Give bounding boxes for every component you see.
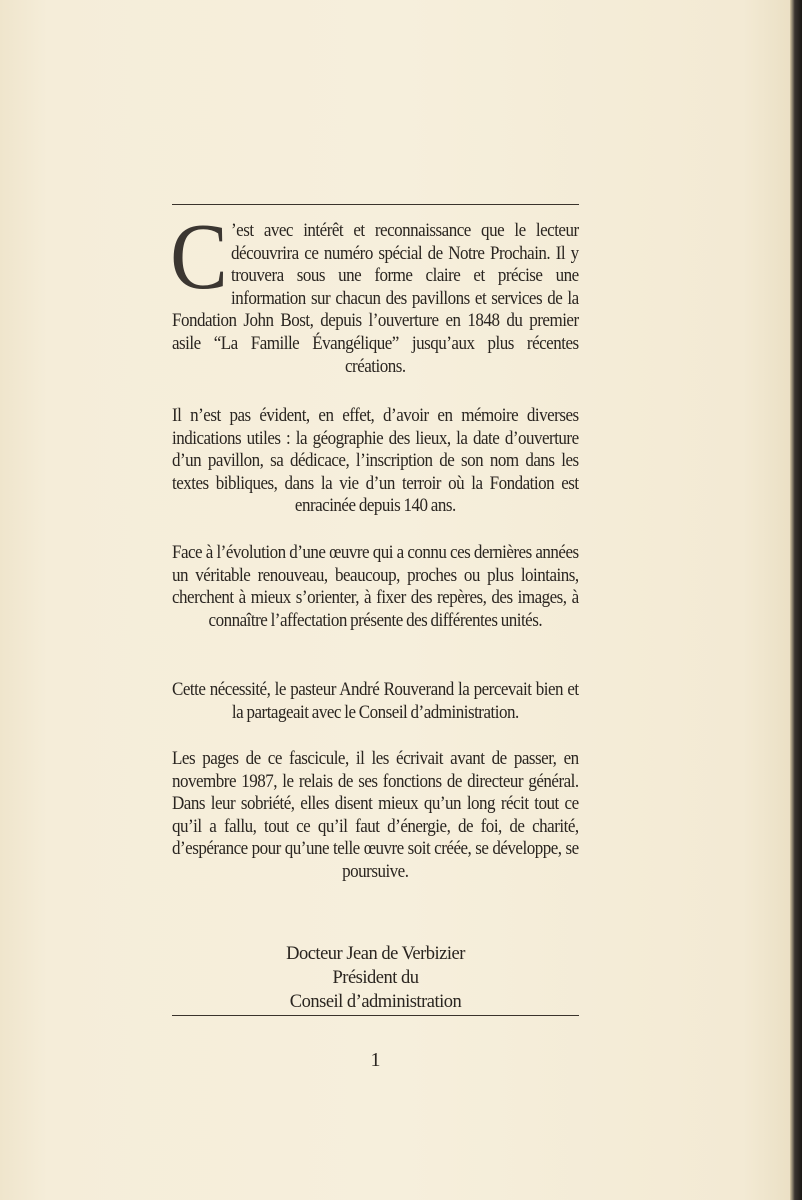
signature-title: Président du: [332, 968, 419, 988]
signature-block: [172, 942, 579, 1014]
drop-cap: C: [170, 205, 228, 309]
intro-paragraph-2: Il n’est pas évident, en effet, d’avoir en mémoire diverses indications utiles : la géographie des lieux, la date d’ouverture d’un pavillon, sa dédicace, l’inscription de son nom dans les textes bibliques, dans la vie d’un terroir où la Fondation est enracinée depuis 140 ans.: [172, 406, 579, 517]
top-rule: [172, 204, 579, 205]
signature-organization: Conseil d’administration: [289, 992, 462, 1012]
intro-paragraph-3: Face à l’évolution d’une œuvre qui a connu ces dernières années un véritable renouveau, beaucoup, proches ou plus lointains, cherchent à mieux s’orienter, à fixer des repères, des images, à connaître l’affectation présente des différentes unités.: [172, 543, 579, 631]
intro-paragraph-5: Les pages de ce fascicule, il les écrivait avant de passer, en novembre 1987, le relais de ses fonctions de directeur général. Dans leur sobriété, elles disent mieux qu’un long récit tout ce qu’il a fallu, tout ce qu’il faut d’énergie, de foi, de charité, d’espérance pour qu’une telle œuvre soit créée, se développe, se poursuive.: [172, 749, 579, 882]
page-number: 1: [370, 1049, 381, 1071]
paragraph-1-text: ’est avec intérêt et reconnaissance que le lecteur découvrira ce numéro spécial de Notre Prochain. Il y trouvera sous une forme claire et précise une information sur chacun des pavillons et services de la Fondation John Bost, depuis l’ouverture en 1848 du premier asile “La Famille Évangélique” jusqu’aux plus récentes créations.: [172, 221, 579, 377]
intro-paragraph-4: Cette nécessité, le pasteur André Rouverand la percevait bien et la partageait avec le Conseil d’administration.: [172, 680, 579, 723]
intro-paragraph-1: [170, 205, 579, 378]
bottom-rule: [172, 1015, 579, 1016]
page-edge: [790, 0, 802, 1200]
signature-name: Docteur Jean de Verbizier: [286, 944, 465, 964]
